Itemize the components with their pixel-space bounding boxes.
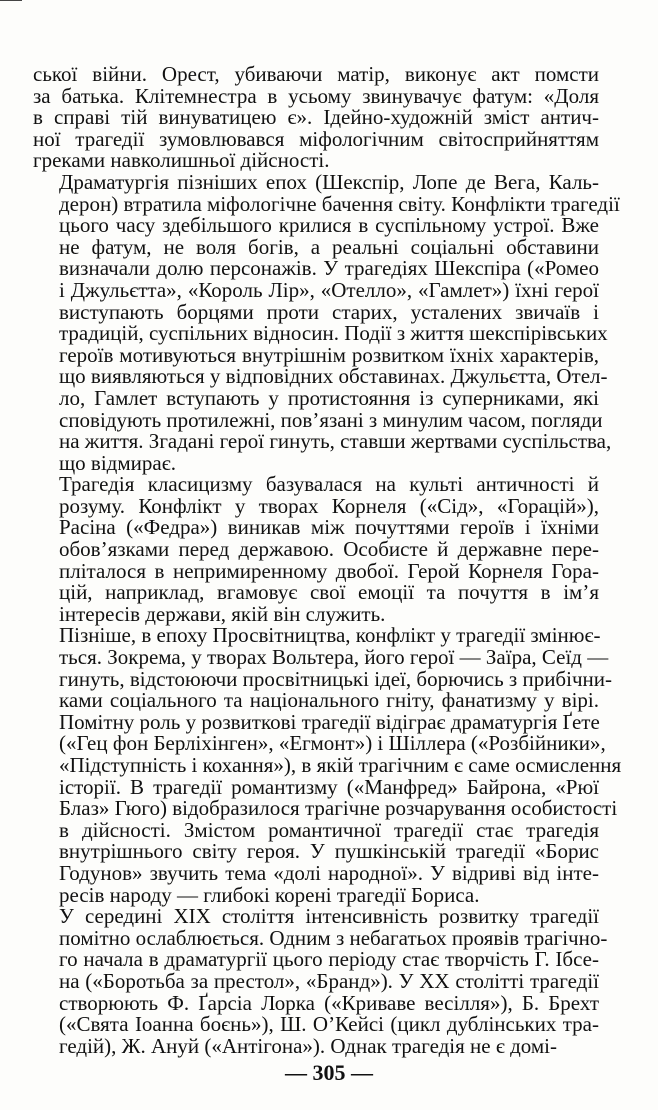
text-line: що відмирає. [59, 450, 176, 475]
top-rule-mark [0, 0, 22, 1]
text-line: («Свята Іоанна боєнь»), Ш. О’Кейсі (цикл дублінських тра- [59, 1012, 599, 1037]
page-number: — 305 — [285, 1060, 373, 1085]
text-line: цій, наприклад, вгамовує свої емоції та почуття в ім’я [59, 580, 599, 605]
text-line: розуму. Конфлікт у творах Корнеля («Сід», «Горацій»), [59, 493, 599, 518]
text-line: на життя. Згадані герої гинуть, ставши жертвами суспільства, [59, 429, 612, 454]
text-line: що виявляються у відповідних обставинах. Джульєтта, Отел- [59, 364, 608, 389]
text-line: Расіна («Федра») виникав між почуттями героїв і їхніми [59, 515, 599, 540]
text-line: («Гец фон Берліхінген», «Егмонт») і Шіллера («Розбійники», [59, 731, 606, 756]
text-line: виступають борцями проти старих, усталених звичаїв і [59, 299, 599, 324]
text-line: традицій, суспільних відносин. Події з життя шекспірівських [59, 321, 608, 346]
paragraph [33, 169, 620, 475]
text-line: ської війни. Орест, убиваючи матір, виконує акт помсти [33, 62, 599, 86]
text-line: обов’язками перед державою. Особисте й державне пере- [59, 537, 599, 562]
text-line: ться. Зокрема, у творах Вольтера, його герої — Заїра, Сеїд — [59, 645, 609, 670]
text-line: створюють Ф. Ґарсіа Лорка («Криваве весілля»), Б. Брехт [59, 990, 599, 1015]
text-line: Годунов» звучить тема «долі народної». У відриві від інте- [59, 860, 599, 885]
text-line: Помітну роль у розвиткові трагедії відіграє драматургія Ґете [59, 709, 600, 734]
text-line: ло, Гамлет вступають у протистояння із суперниками, які [59, 385, 599, 410]
text-line: греками навколишньої дійсності. [33, 148, 330, 173]
paragraph [33, 474, 599, 625]
text-line: на («Боротьба за престол», «Бранд»). У XX столітті трагедії [59, 968, 599, 993]
text-line: внутрішнього світу героя. У пушкінській трагедії «Борис [59, 839, 599, 864]
text-line: за батька. Клітемнестра в усьому звинувачує фатум: «Доля [33, 83, 599, 108]
text-line: дерон) втратила міфологічне бачення світу. Конфлікти трагедії [59, 191, 620, 216]
body-text [33, 62, 622, 1058]
text-line: сповідують протилежні, пов’язані з минулим часом, погляди [59, 407, 603, 432]
text-line: ресів народу — глибокі корені трагедії Бориса. [59, 882, 480, 907]
text-line: Пізніше, в епоху Просвітництва, конфлікт у трагедії змінює- [59, 623, 601, 648]
text-line: не фатум, не воля богів, а реальні соціальні обставини [59, 234, 599, 259]
text-line: «Підступність і кохання»), в якій трагічним є саме осмислення [59, 753, 622, 777]
text-line: інтересів держави, якій він служить. [59, 601, 386, 626]
text-line: ками соціального та національного гніту, фанатизму у вірі. [59, 688, 599, 713]
text-line: пліталося в непримиренному двобої. Герой Корнеля Гора- [59, 558, 599, 583]
text-line: помітно ослаблюється. Одним з небагатьох проявів трагічно- [59, 925, 608, 950]
text-line: визначали долю персонажів. У трагедіях Шекспіра («Ромео [59, 256, 599, 281]
paragraph [33, 904, 608, 1058]
paragraph [33, 623, 622, 907]
text-line: Блаз» Гюго) відобразилося трагічне розчарування особистості [59, 796, 618, 821]
text-line: історії. В трагедії романтизму («Манфред» Байрона, «Рюї [59, 774, 599, 799]
text-line: в справі тій винуватицею є». Ідейно-художній зміст антич- [33, 105, 599, 130]
text-line: У середині XIX століття інтенсивність розвитку трагедії [59, 904, 599, 929]
paragraph [33, 64, 599, 172]
text-line: Драматургія пізніших епох (Шекспір, Лопе де Вега, Каль- [59, 169, 599, 194]
text-line: ної трагедії зумовлювався міфологічним світосприйняттям [33, 126, 599, 151]
text-line: го начала в драматургії цього періоду стає творчість Г. Ібсе- [59, 947, 599, 972]
text-line: цього часу здебільшого крилися в суспільному устрої. Вже [59, 213, 599, 238]
text-line: в дійсності. Змістом романтичної трагедії стає трагедія [59, 817, 599, 842]
text-line: гедій), Ж. Ануй («Антігона»). Однак трагедія не є домі- [59, 1033, 558, 1058]
text-line: Трагедія класицизму базувалася на культі античності й [59, 472, 599, 497]
text-line: гинуть, відстоюючи просвітницькі ідеї, борючись з прибічни- [59, 666, 612, 691]
text-line: і Джульєтта», «Король Лір», «Отелло», «Гамлет») їхні герої [59, 277, 599, 302]
text-line: героїв мотивуються внутрішнім розвитком їхніх характерів, [59, 342, 599, 367]
